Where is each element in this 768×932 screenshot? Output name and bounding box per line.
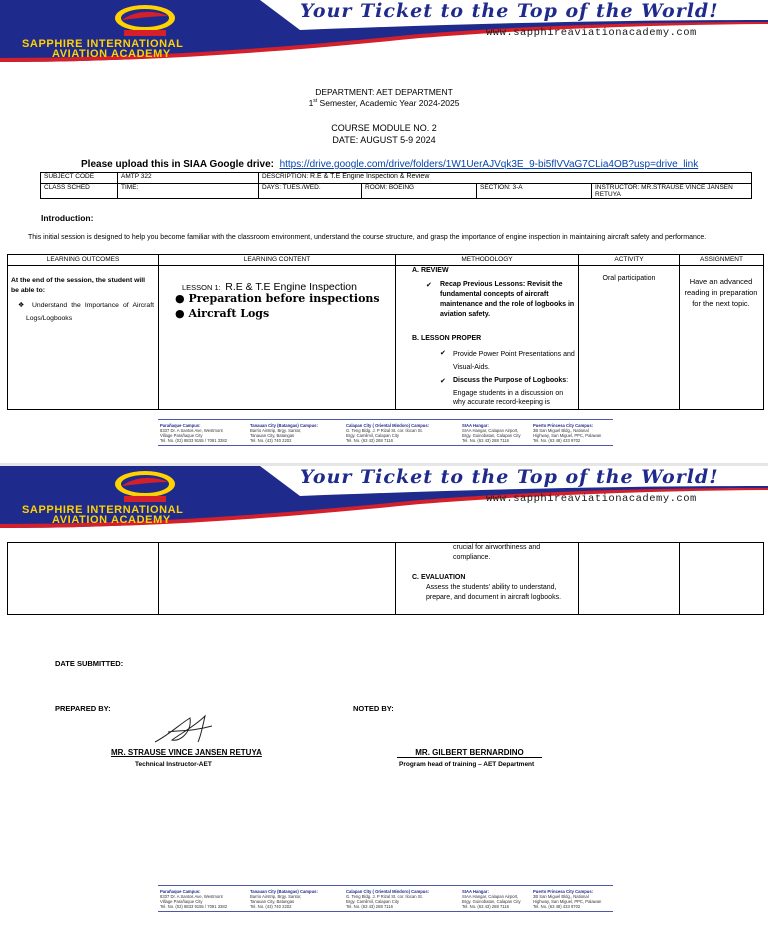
review-item: Recap Previous Lessons: Revisit the fundamental concepts of aircraft maintenance and the role of logbooks in aviation safety. <box>440 281 575 318</box>
checkmark-icon: ✔ <box>440 378 446 385</box>
sapphire-logo-icon <box>110 468 180 504</box>
diamond-bullet-icon: ❖ <box>18 302 25 309</box>
intro-text: This initial session is designed to help you become familiar with the classroom environment, understand the course structure, and grasp the importance of engine inspection in maintaining aircraft safety and performance. <box>28 234 707 241</box>
module-date: DATE: AUGUST 5-9 2024 <box>332 135 436 145</box>
lesson-title: LESSON 1: R.E & T.E Engine Inspection <box>182 281 357 293</box>
sapphire-logo-icon <box>110 2 180 38</box>
continued-text: crucial for airworthiness and compliance. <box>453 544 541 561</box>
checkmark-icon: ✔ <box>440 350 446 357</box>
slogan-text: Your Ticket to the Top of the World! <box>300 0 719 22</box>
campus-calapan: Calapan City ( Oriental Mindoro) Campus: G. Teng Bldg. J. P Rizal St. cor. Ilocan St. Brgy. Camilmil, Calapan City Tel. No. (63 43) 288 7116 <box>346 423 430 443</box>
header-learning-content: LEARNING CONTENT <box>243 256 311 263</box>
activity-text: Oral participation <box>602 275 656 282</box>
page2-header-banner <box>0 466 768 528</box>
evaluation-label: C. EVALUATION <box>412 574 466 581</box>
proper-item-2-text: Engage students in a discussion on why accurate record-keeping is <box>453 390 564 406</box>
academy-url: www.sapphireaviationacademy.com <box>486 27 697 39</box>
instructor-cell: INSTRUCTOR: MR.STRAUSE VINCE JANSEN RETUYA <box>592 184 752 199</box>
section-cell: SECTION: 3-A <box>477 184 592 199</box>
campus-puerto-princesa: Puerto Princesa City Campus: 3B San Miguel Bldg., National Highway, San Miguel, PPC, Palawan Tel. No. (63 48) 433 9702 <box>533 423 602 443</box>
lesson-proper-label: B. LESSON PROPER <box>412 335 482 342</box>
class-sched-label: CLASS SCHED <box>41 184 118 199</box>
academy-name-line1: SAPPHIRE INTERNATIONAL <box>22 504 184 516</box>
description-cell: DESCRIPTION: R.E & T.E Engine Inspection & Review <box>259 173 752 184</box>
lesson-table-continued <box>7 542 764 615</box>
semester-line: 1st Semester, Academic Year 2024-2025 <box>308 98 460 108</box>
proper-item-1: Provide Power Point Presentations and Visual-Aids. <box>453 351 575 371</box>
date-submitted-label: DATE SUBMITTED: <box>55 659 124 668</box>
time-label: TIME: <box>118 184 259 199</box>
course-info-table <box>40 172 752 199</box>
intro-heading: Introduction: <box>41 213 94 223</box>
preparer-title: Technical Instructor-AET <box>135 761 212 768</box>
preparer-name: MR. STRAUSE VINCE JANSEN RETUYA <box>111 748 262 757</box>
noted-by-label: NOTED BY: <box>353 704 394 713</box>
campus-calapan: Calapan City ( Oriental Mindoro) Campus: G. Teng Bldg. J. P Rizal St. cor. Ilocan St. Brgy. Camilmil, Calapan City Tel. No. (63 43) 288 7116 <box>346 889 430 909</box>
academy-name-line1: SAPPHIRE INTERNATIONAL <box>22 38 184 50</box>
academy-name-line2: AVIATION ACADEMY <box>52 514 171 526</box>
header-learning-outcomes: LEARNING OUTCOMES <box>46 256 120 263</box>
campus-siaa-hangar: SIAA Hangar: SIAA Hangar, Calapan Airport, Brgy. Guinobatan, Calapan City Tel. No. (63 43) 288 7116 <box>462 889 521 909</box>
evaluation-text: Assess the students' ability to understand, prepare, and document in aircraft logbooks. <box>426 584 562 601</box>
assignment-text: Have an advanced reading in preparation for the next topic. <box>684 277 758 308</box>
campus-siaa-hangar: SIAA Hangar: SIAA Hangar, Calapan Airport, Brgy. Guinobatan, Calapan City Tel. No. (63 43) 288 7116 <box>462 423 521 443</box>
header-assignment: ASSIGNMENT <box>700 256 743 263</box>
header-activity: ACTIVITY <box>614 256 644 263</box>
campus-puerto-princesa: Puerto Princesa City Campus: 3B San Miguel Bldg., National Highway, San Miguel, PPC, Palawan Tel. No. (63 48) 433 9702 <box>533 889 602 909</box>
campus-tanauan: Tanauan City (Batangas) Campus: Barrio Airstrip, Brgy. Santor, Tanauan City, Batangas Tel. No. (43) 740 2202 <box>250 889 318 909</box>
preparer-signature <box>150 712 220 748</box>
page1-footer <box>158 419 613 443</box>
module-title: COURSE MODULE NO. 2 <box>331 123 437 133</box>
noter-title: Program head of training – AET Department <box>399 761 535 768</box>
noter-name: MR. GILBERT BERNARDINO <box>397 748 542 758</box>
page2-footer <box>158 885 613 909</box>
proper-item-2: Discuss the Purpose of Logbooks: <box>453 377 569 384</box>
subject-code-value: AMTP 322 <box>118 173 259 184</box>
campus-tanauan: Tanauan City (Batangas) Campus: Barrio Airstrip, Brgy. Santor, Tanauan City, Batangas Tel. No. (43) 740 2202 <box>250 423 318 443</box>
days-cell: DAYS: TUES./WED. <box>259 184 362 199</box>
subject-code-label: SUBJECT CODE <box>41 173 118 184</box>
lesson-table <box>7 254 764 410</box>
campus-paranaque: Parañaque Campus: 8337 Dr. A Santos Ave, Westmont Village Parañaque City Tel. No. (02) 8833 9155 / 7091 3382 <box>160 423 228 443</box>
filled-bullet-icon: ● <box>175 307 185 320</box>
academy-url: www.sapphireaviationacademy.com <box>486 493 697 505</box>
department-line: DEPARTMENT: AET DEPARTMENT <box>315 87 453 97</box>
filled-bullet-icon: ● <box>175 292 185 305</box>
outcomes-intro: At the end of the session, the student will be able to: <box>11 277 146 294</box>
room-cell: ROOM: BOEING <box>362 184 477 199</box>
prepared-by-label: PREPARED BY: <box>55 704 111 713</box>
drive-link[interactable]: https://drive.google.com/drive/folders/1W1UerAJVqk3E_9-bi5flVVaG7CLia4OB?usp=drive_link <box>279 159 699 170</box>
review-label: A. REVIEW <box>412 267 449 274</box>
content-list <box>175 291 380 321</box>
content-item: ● Preparation before inspections <box>175 292 380 305</box>
campus-paranaque: Parañaque Campus: 8337 Dr. A Santos Ave, Westmont Village Parañaque City Tel. No. (02) 8833 9155 / 7091 3382 <box>160 889 228 909</box>
header-methodology: METHODOLOGY <box>461 256 513 263</box>
content-item: ● Aircraft Logs <box>175 307 270 320</box>
outcomes-item: ❖ Understand the Importance of Aircraft Logs/Logbooks <box>26 299 154 325</box>
upload-instruction: Please upload this in SIAA Google drive: https://drive.google.com/drive/folders/1W1UerAJVqk3E_9-bi5flVVaG7CLia4OB?usp=drive_link <box>81 159 699 170</box>
checkmark-icon: ✔ <box>426 282 432 289</box>
academy-name-line2: AVIATION ACADEMY <box>52 48 171 60</box>
slogan-text: Your Ticket to the Top of the World! <box>300 466 719 488</box>
page1-header-banner <box>0 0 768 62</box>
